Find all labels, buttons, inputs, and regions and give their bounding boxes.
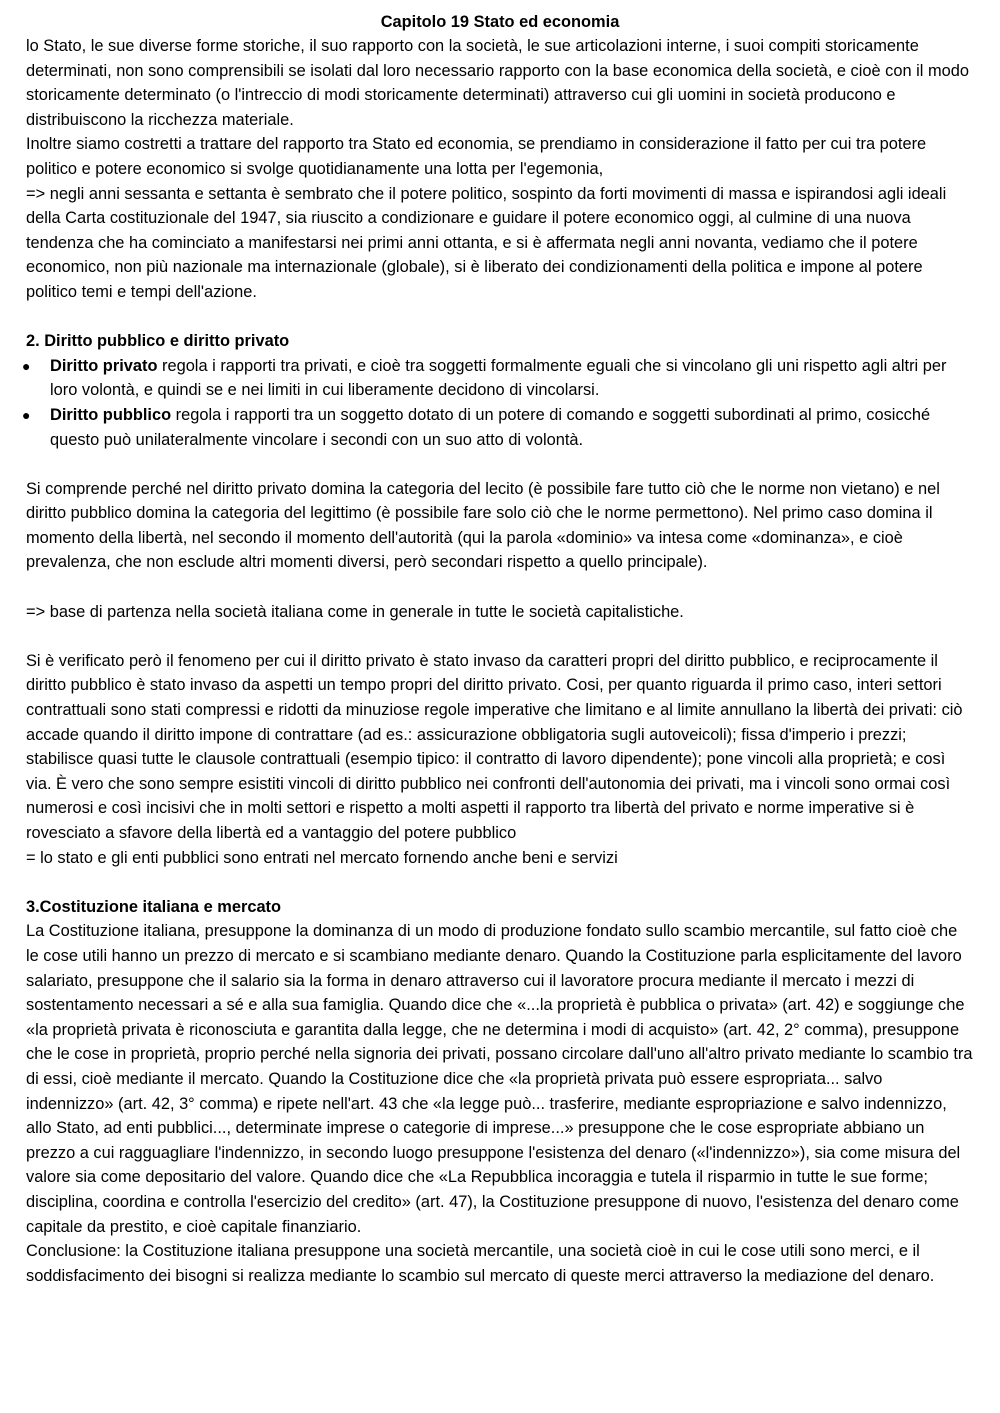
section-2-heading: 2. Diritto pubblico e diritto privato bbox=[26, 332, 290, 351]
spacer bbox=[26, 575, 974, 600]
page-title: Capitolo 19 Stato ed economia bbox=[380, 13, 620, 31]
definition-text: regola i rapporti tra un soggetto dotato di un potere di comando e soggetti subordinati al primo, cosicché questo può unilateralmente vincolare i secondi con un suo atto di volontà. bbox=[50, 405, 931, 449]
spacer bbox=[26, 452, 974, 477]
section-2-paragraph-2: => base di partenza nella società italiana come in generale in tutte le società capitalistiche. bbox=[26, 602, 684, 621]
spacer bbox=[26, 305, 974, 330]
bullet-icon: ● bbox=[22, 406, 31, 423]
intro-paragraph-2: Inoltre siamo costretti a trattare del rapporto tra Stato ed economia, se prendiamo in considerazione il fatto per cui tra potere politico e potere economico si svolge quotidianamente una lotta per l'egemonia, bbox=[26, 135, 927, 178]
definitions-list bbox=[22, 354, 974, 452]
section-2-paragraph-3: Si è verificato però il fenomeno per cui il diritto privato è stato invaso da caratteri propri del diritto pubblico, e reciprocamente il diritto pubblico è stato invaso da aspetti un tempo propri del diritto privato. Cosi, per quanto riguarda il primo caso, interi settori contrattuali sono stati compressi e ridotti da minuziose regole imperative che limitano e al limite annullano la libertà dei privati: ciò accade quando il diritto impone di contrattare (ad es.: assicurazione obbligatoria sugli autoveicoli); fissa d'imperio i prezzi; stabilisce quasi tutte le clausole contrattuali (esempio tipico: il contratto di lavoro dipendente); pone vincoli alla proprietà; e così via. È vero che sono sempre esistiti vincoli di diritto pubblico nei confronti dell'autonomia dei privati, ma i vincoli sono ormai così numerosi e così incisivi che in molti settori e rispetto a molti aspetti il rapporto tra libertà del privato e norme imperative si è rovesciato a sfavore della libertà ed a vantaggio del potere pubblico bbox=[26, 651, 963, 842]
intro-paragraph-3: => negli anni sessanta e settanta è sembrato che il potere politico, sospinto da forti movimenti di massa e ispirandosi agli ideali della Carta costituzionale del 1947, sia riuscito a condizionare e guidare il potere economico oggi, al culmine di una nuova tendenza che ha cominciato a manifestarsi nei primi anni ottanta, e si è affermata negli anni novanta, vediamo che il potere economico, non più nazionale ma internazionale (globale), si è liberato dei condizionamenti della politica e impone al potere politico temi e tempi dell'azione. bbox=[26, 184, 947, 301]
term-diritto-pubblico: Diritto pubblico bbox=[50, 405, 172, 424]
list-item bbox=[22, 403, 974, 452]
section-2-paragraph-4: = lo stato e gli enti pubblici sono entrati nel mercato fornendo anche beni e servizi bbox=[26, 848, 618, 867]
bullet-icon: ● bbox=[22, 357, 31, 374]
spacer bbox=[26, 870, 974, 895]
section-3-paragraph-1: La Costituzione italiana, presuppone la dominanza di un modo di produzione fondato sullo scambio mercantile, sul fatto cioè che le cose utili hanno un prezzo di mercato e si scambiano mediante denaro. Quando la Costituzione parla esplicitamente del lavoro salariato, presuppone che il salario sia la forma in denaro attraverso cui il lavoratore procura mediante il mercato i mezzi di sostentamento necessari a sé e alla sua famiglia. Quando dice che «...la proprietà è pubblica o privata» (art. 42) e soggiunge che «la proprietà privata è riconosciuta e garantita dalla legge, che ne determina i modi di acquisto» (art. 42, 2° comma), presuppone che le cose in proprietà, proprio perché nella signoria dei privati, possano circolare dall'uno all'altro privato mediante lo scambio tra di essi, cioè mediante il mercato. Quando la Costituzione dice che «la proprietà privata può essere espropriata... salvo indennizzo» (art. 42, 3° comma) e ripete nell'art. 43 che «la legge può... trasferire, mediante espropriazione e salvo indennizzo, allo Stato, ad enti pubblici..., determinate imprese o categorie di imprese...» presuppone che le cose espropriate abbiano un prezzo a cui ragguagliare l'indennizzo, in secondo luogo presuppone l'esistenza del denaro («l'indennizzo»), sia come misura del valore sia come depositario del valore. Quando dice che «La Repubblica incoraggia e tutela il risparmio in tutte le sue forme; disciplina, coordina e controlla l'esercizio del credito» (art. 47), la Costituzione presuppone di nuovo, l'esistenza del denaro come capitale da prestito, e cioè capitale finanziario. bbox=[26, 922, 973, 1236]
spacer bbox=[26, 624, 974, 649]
section-2-paragraph-1: Si comprende perché nel diritto privato domina la categoria del lecito (è possibile fare tutto ciò che le norme non vietano) e nel diritto pubblico domina la categoria del legittimo (è possibile fare solo ciò che le norme permettono). Nel primo caso domina il momento della libertà, nel secondo il momento dell'autorità (qui la parola «dominio» va intesa come «dominanza», e cioè prevalenza, che non esclude altri momenti diversi, però secondari rispetto a quello principale). bbox=[26, 479, 940, 572]
section-3-heading: 3.Costituzione italiana e mercato bbox=[26, 897, 282, 916]
term-diritto-privato: Diritto privato bbox=[50, 356, 158, 375]
intro-paragraph-1: lo Stato, le sue diverse forme storiche, il suo rapporto con la società, le sue articolazioni interne, i suoi compiti storicamente determinati, non sono comprensibili se isolati dal loro necessario rapporto con la base economica della società, e cioè con il modo storicamente determinato (o l'intreccio di modi storicamente determinati) attraverso cui gli uomini in società producono e distribuiscono la ricchezza materiale. bbox=[26, 37, 969, 129]
definition-text: regola i rapporti tra privati, e cioè tra soggetti formalmente eguali che si vincolano gli uni rispetto agli altri per loro volontà, e quindi se e nei limiti in cui liberamente decidono di vincolarsi. bbox=[50, 356, 947, 400]
list-item bbox=[22, 354, 974, 403]
section-3-conclusion: Conclusione: la Costituzione italiana presuppone una società mercantile, una società cioè in cui le cose utili sono merci, e il soddisfacimento dei bisogni si realizza mediante lo scambio sul mercato di queste merci attraverso la mediazione del denaro. bbox=[26, 1242, 935, 1285]
